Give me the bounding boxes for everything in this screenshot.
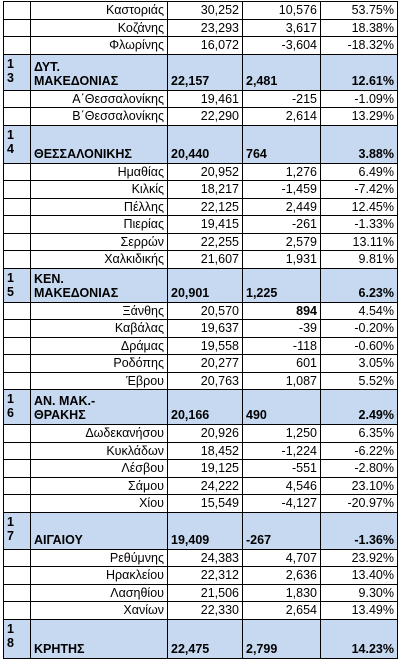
prefecture-row [4,337,398,355]
empty-rank-cell [4,425,31,443]
region-rank-cell [4,268,31,302]
change-cell: 10,576 [243,2,321,20]
change-cell: -1,224 [243,442,321,460]
prefecture-row [4,90,398,108]
region-name-cell [31,512,168,549]
percent-change-cell: -6.22% [321,442,398,460]
empty-rank-cell [4,460,31,478]
value-cell: 18,452 [168,442,243,460]
region-rank-cell [4,54,31,90]
region-name-cell [31,619,168,658]
change-cell: 490 [243,390,321,425]
empty-rank-cell [4,337,31,355]
region-name-line: ΜΑΚΕΔΟΝΙΑΣ [34,73,119,88]
prefecture-name-cell: Λέσβου [31,460,168,478]
percent-change-cell: 13.11% [321,233,398,251]
rank-digit-top: 1 [7,514,14,529]
rank-digit-bottom: 7 [7,528,14,543]
prefecture-name-cell: Δωδεκανήσου [31,425,168,443]
prefecture-row [4,549,398,567]
change-cell: 1,250 [243,425,321,443]
prefecture-row [4,108,398,126]
prefecture-row [4,19,398,37]
percent-change-cell: 6.35% [321,425,398,443]
prefecture-row [4,181,398,199]
prefecture-row [4,584,398,602]
rank-digit-top: 1 [7,621,14,636]
rank-digit-bottom: 6 [7,406,14,420]
change-cell: 764 [243,125,321,163]
change-cell: 3,617 [243,19,321,37]
percent-change-cell: -20.97% [321,495,398,513]
change-cell: -39 [243,320,321,338]
change-cell: 1,225 [243,268,321,302]
empty-rank-cell [4,37,31,55]
percent-change-cell: 9.81% [321,251,398,269]
value-cell: 20,926 [168,425,243,443]
change-cell: 1,830 [243,584,321,602]
empty-rank-cell [4,163,31,181]
prefecture-name-cell: Σερρών [31,233,168,251]
prefecture-name-cell: Καστοριάς [31,2,168,20]
empty-rank-cell [4,251,31,269]
prefecture-name-cell: Κιλκίς [31,181,168,199]
percent-change-cell: 9.30% [321,584,398,602]
rank-digit-top: 1 [7,270,14,285]
regional-data-table [3,1,398,659]
value-cell: 19,461 [168,90,243,108]
value-cell: 21,506 [168,584,243,602]
prefecture-row [4,233,398,251]
region-name-cell [31,268,168,302]
percent-change-cell: 6.23% [321,268,398,302]
percent-change-cell: 23.10% [321,477,398,495]
change-cell: -4,127 [243,495,321,513]
prefecture-row [4,602,398,620]
percent-change-cell: 3.88% [321,125,398,163]
value-cell: 20,166 [168,390,243,425]
region-rank-cell [4,512,31,549]
prefecture-row [4,37,398,55]
percent-change-cell: 18.38% [321,19,398,37]
prefecture-name-cell: Χαλκιδικής [31,251,168,269]
change-cell: 894 [243,302,321,320]
region-name-line: ΔΥΤ. [34,59,60,74]
change-cell: 1,276 [243,163,321,181]
value-cell: 19,637 [168,320,243,338]
change-cell: -1,459 [243,181,321,199]
value-cell: 22,475 [168,619,243,658]
value-cell: 20,763 [168,372,243,390]
region-total-row [4,390,398,425]
rank-digit-bottom: 3 [7,70,14,85]
prefecture-name-cell: Β΄Θεσσαλονίκης [31,108,168,126]
region-name-line: ΘΕΣΣΑΛΟΝΙΚΗΣ [34,146,132,161]
empty-rank-cell [4,19,31,37]
percent-change-cell: 13.40% [321,567,398,585]
region-name-cell [31,125,168,163]
region-total-row [4,268,398,302]
region-name-line: ΜΑΚΕΔΟΝΙΑΣ [34,285,119,300]
empty-rank-cell [4,567,31,585]
region-name-cell [31,54,168,90]
region-name-line: ΑΙΓΑΙΟΥ [34,532,83,547]
prefecture-name-cell: Χίου [31,495,168,513]
empty-rank-cell [4,233,31,251]
value-cell: 15,549 [168,495,243,513]
percent-change-cell: -18.32% [321,37,398,55]
empty-rank-cell [4,602,31,620]
prefecture-row [4,425,398,443]
prefecture-name-cell: Πέλλης [31,198,168,216]
value-cell: 19,415 [168,216,243,234]
value-cell: 22,312 [168,567,243,585]
prefecture-row [4,442,398,460]
region-rank-cell [4,390,31,425]
percent-change-cell: 23.92% [321,549,398,567]
empty-rank-cell [4,549,31,567]
region-name-line: ΚΡΗΤΗΣ [34,641,85,656]
change-cell: 2,636 [243,567,321,585]
prefecture-name-cell: Α΄Θεσσαλονίκης [31,90,168,108]
prefecture-name-cell: Λασηθίου [31,584,168,602]
percent-change-cell: -1.36% [321,512,398,549]
value-cell: 24,383 [168,549,243,567]
value-cell: 21,607 [168,251,243,269]
prefecture-name-cell: Δράμας [31,337,168,355]
value-cell: 19,125 [168,460,243,478]
region-total-row [4,54,398,90]
region-name-line: ΘΡΑΚΗΣ [34,408,86,422]
empty-rank-cell [4,181,31,199]
percent-change-cell: -1.09% [321,90,398,108]
value-cell: 30,252 [168,2,243,20]
prefecture-row [4,495,398,513]
percent-change-cell: 53.75% [321,2,398,20]
change-cell: 1,087 [243,372,321,390]
prefecture-name-cell: Κυκλάδων [31,442,168,460]
prefecture-name-cell: Ρεθύμνης [31,549,168,567]
value-cell: 19,558 [168,337,243,355]
change-cell: 2,481 [243,54,321,90]
value-cell: 20,952 [168,163,243,181]
percent-change-cell: 5.52% [321,372,398,390]
value-cell: 18,217 [168,181,243,199]
prefecture-name-cell: Φλωρίνης [31,37,168,55]
empty-rank-cell [4,302,31,320]
change-cell: 2,799 [243,619,321,658]
prefecture-row [4,216,398,234]
data-table-container [3,1,398,659]
region-total-row [4,125,398,163]
change-cell: -215 [243,90,321,108]
rank-digit-bottom: 5 [7,284,14,299]
value-cell: 20,440 [168,125,243,163]
prefecture-name-cell: Χανίων [31,602,168,620]
prefecture-name-cell: Ημαθίας [31,163,168,181]
region-name-line: ΑΝ. ΜΑΚ.- [34,394,96,408]
region-name-cell [31,390,168,425]
prefecture-row [4,355,398,373]
prefecture-name-cell: Πιερίας [31,216,168,234]
rank-digit-top: 1 [7,127,14,142]
empty-rank-cell [4,90,31,108]
prefecture-row [4,372,398,390]
empty-rank-cell [4,2,31,20]
change-cell: -551 [243,460,321,478]
value-cell: 22,255 [168,233,243,251]
percent-change-cell: -2.80% [321,460,398,478]
percent-change-cell: 2.49% [321,390,398,425]
percent-change-cell: 12.45% [321,198,398,216]
prefecture-row [4,477,398,495]
prefecture-row [4,302,398,320]
percent-change-cell: 4.54% [321,302,398,320]
empty-rank-cell [4,584,31,602]
change-cell: -267 [243,512,321,549]
value-cell: 23,293 [168,19,243,37]
prefecture-row [4,460,398,478]
empty-rank-cell [4,477,31,495]
value-cell: 20,570 [168,302,243,320]
empty-rank-cell [4,495,31,513]
percent-change-cell: 6.49% [321,163,398,181]
region-rank-cell [4,125,31,163]
change-cell: -261 [243,216,321,234]
table-body [4,2,398,659]
percent-change-cell: -0.20% [321,320,398,338]
value-cell: 22,330 [168,602,243,620]
percent-change-cell: 14.23% [321,619,398,658]
change-cell: 601 [243,355,321,373]
change-cell: 4,546 [243,477,321,495]
value-cell: 22,125 [168,198,243,216]
prefecture-row [4,251,398,269]
percent-change-cell: 13.29% [321,108,398,126]
empty-rank-cell [4,355,31,373]
rank-digit-top: 1 [7,56,14,71]
value-cell: 24,222 [168,477,243,495]
prefecture-row [4,320,398,338]
value-cell: 22,290 [168,108,243,126]
rank-digit-bottom: 4 [7,141,14,156]
change-cell: 1,931 [243,251,321,269]
value-cell: 19,409 [168,512,243,549]
empty-rank-cell [4,442,31,460]
prefecture-row [4,2,398,20]
region-name-line: ΚΕΝ. [34,271,64,286]
value-cell: 20,901 [168,268,243,302]
rank-digit-bottom: 8 [7,635,14,650]
percent-change-cell: -1.33% [321,216,398,234]
change-cell: 2,614 [243,108,321,126]
value-cell: 20,277 [168,355,243,373]
value-cell: 16,072 [168,37,243,55]
region-rank-cell [4,619,31,658]
change-cell: 4,707 [243,549,321,567]
prefecture-name-cell: Έβρου [31,372,168,390]
prefecture-name-cell: Σάμου [31,477,168,495]
prefecture-row [4,163,398,181]
percent-change-cell: 12.61% [321,54,398,90]
prefecture-row [4,198,398,216]
empty-rank-cell [4,320,31,338]
percent-change-cell: -7.42% [321,181,398,199]
percent-change-cell: 13.49% [321,602,398,620]
change-cell: -3,604 [243,37,321,55]
prefecture-name-cell: Κοζάνης [31,19,168,37]
change-cell: -118 [243,337,321,355]
percent-change-cell: -0.60% [321,337,398,355]
empty-rank-cell [4,198,31,216]
change-cell: 2,449 [243,198,321,216]
empty-rank-cell [4,108,31,126]
prefecture-name-cell: Καβάλας [31,320,168,338]
change-cell: 2,579 [243,233,321,251]
percent-change-cell: 3.05% [321,355,398,373]
prefecture-row [4,567,398,585]
rank-digit-top: 1 [7,392,14,406]
region-total-row [4,619,398,658]
prefecture-name-cell: Ξάνθης [31,302,168,320]
value-cell: 22,157 [168,54,243,90]
change-cell: 2,654 [243,602,321,620]
region-total-row [4,512,398,549]
empty-rank-cell [4,372,31,390]
prefecture-name-cell: Ηρακλείου [31,567,168,585]
prefecture-name-cell: Ροδόπης [31,355,168,373]
empty-rank-cell [4,216,31,234]
